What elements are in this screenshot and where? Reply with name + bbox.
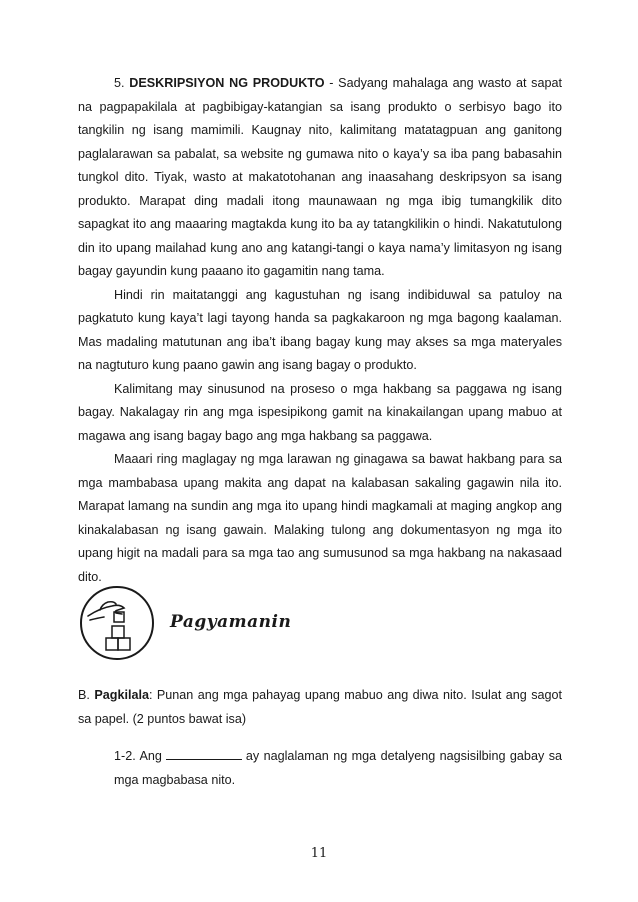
task-description: : Punan ang mga pahayag upang mabuo ang diwa nito. Isulat ang sagot sa papel. (2 puntos bawat isa) [78,688,563,726]
paragraph-heading: DESKRIPSIYON NG PRODUKTO [129,76,325,90]
paragraph-text: - Sadyang mahalaga ang wasto at sapat na pagpapakilala at pagbibigay-katangian sa isang produkto o serbisyo bago ito tangkilin ng isang mamimili. Kaugnay nito, kalimitang matatagpuan ang ganitong paglalarawan sa pabalat, sa website ng gumawa nito o kaya’y sa iba pang babasahin tungkol dito. Tiyak, wasto at makatotohanan ang inaasahang deskripsyon sa isang produkto. Marapat ding madali itong maunawaan ng mga ibig tumangkilik dito sapagkat ito ang maaaring magtakda kung ito ba ay tatangkilikin o hindi. Nakatutulong din ito upang mailahad kung ano ang katangi-tangi o kaya nama’y limitasyon ng isang bagay gayundin kung paaano ito gagamitin nang tama. [78,76,562,278]
paragraph-number: 5. [114,76,125,90]
item-suffix: ay naglalaman ng mga detalyeng nagsisilbing gabay sa mga magbabasa nito. [114,749,562,787]
task-heading: Pagkilala [94,688,149,702]
page-number: 11 [310,846,328,861]
item-prefix: 1-2. Ang [114,749,162,763]
task-instructions [78,684,562,731]
section-title: Pagyamanin [170,612,292,632]
paragraph-2: Hindi rin maitatanggi ang kagustuhan ng isang indibiduwal sa patuloy na pagkatuto kung kaya’t lagi tayong handa sa pagkakaroon ng mga bagong kaalaman. Mas madaling matutunan ang iba’t ibang bagay kung may akses sa mga materyales na nagtuturo kung paano gawin ang isang bagay o produkto. [78,287,562,372]
item-text [114,745,562,792]
fill-in-item [114,745,562,792]
paragraph-3: Kalimitang may sinusunod na proseso o mga hakbang sa paggawa ng isang bagay. Nakalagay rin ang mga ispesipikong gamit na kinakailangan upang mabuo at magawa ang isang bagay bago ang mga hakbang sa paggawa. [78,381,562,443]
body-text [78,72,562,589]
hand-stacking-blocks-icon [78,584,156,662]
task-text [78,684,562,731]
answer-blank[interactable] [166,746,242,760]
paragraph-4: Maaari ring maglagay ng mga larawan ng ginagawa sa bawat hakbang para sa mga mambabasa upang makita ang dapat na kalabasan sakaling gagawin nila ito. Marapat lamang na sundin ang mga ito upang hindi magkamali at maging angkop ang kinakalabasan ng isang gawain. Malaking tulong ang dokumentasyon ng mga ito upang higit na madali para sa mga tao ang sumusunod sa mga hakbang na nakasaad dito. [78,452,562,584]
section-header [78,584,562,664]
paragraph-1 [78,72,562,284]
task-letter: B. [78,688,90,702]
